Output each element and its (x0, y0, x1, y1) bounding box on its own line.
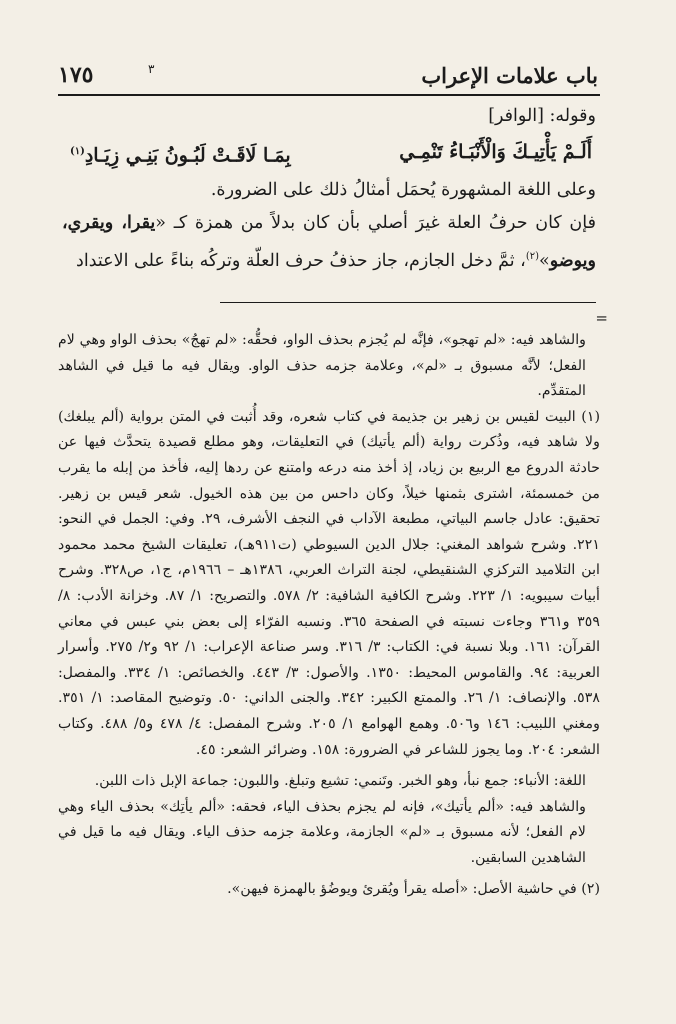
footnote-1-witness: والشاهد فيه: «ألم يأتيك»، فإنه لم يجزم بحذف الياء، فحقه: «ألم يأتِك» بحذف الياء وهي لام الفعل؛ لأنه مسبوق بـ «لم» الجازمة، وعلامة جزمه حذف الياء. ويقال فيه ما قيل في الشاهدين السابقين. (58, 798, 586, 866)
page-header (58, 58, 598, 92)
paragraph-2: فإن كان حرفُ العلة غيرَ أصلي بأن كان بدلاً من همزة كـ «يقرا، ويقري، ويوضو»$^{(٢)}$، ثمَّ دخل الجازم، جاز حذفُ حرف العلّة وتركُه بناءً على الاعتداد (62, 213, 596, 272)
footnote-ref-1[interactable]: (١) (70, 146, 85, 157)
verse-intro: وقوله: [الوافر] (488, 106, 596, 126)
verse (62, 133, 596, 174)
verse-first-hemistich: أَلَـمْ يَأْتِيـكَ وَالْأَنْبَـاءُ تَنْمِـي (399, 141, 592, 163)
footnote-separator (220, 302, 596, 303)
footnotes (58, 328, 600, 903)
footnote-continued: والشاهد فيه: «لم تهجو»، فإنَّه لم يُجزم بحذف الواو، فحقُّه: «لم تهجُ» بحذف الواو وهي لام الفعل؛ لأنَّه مسبوق بـ «لم»، وعلامة جزمه حذف الواو. ويقال فيه ما قيل في الشاهد المتقدِّم. (58, 332, 586, 400)
verse-second-hemistich: بِمَـا لَاقَـتْ لَبُـونُ بَنِـي زِيَـادِ$^{(١)}$ (70, 144, 291, 167)
header-rule (58, 94, 600, 96)
paragraph-1: وعلى اللغة المشهورة يُحمَل أمثالُ ذلك على الضرورة. (210, 180, 596, 201)
page-number: ١٧٥ (58, 62, 94, 88)
footnote-2: (٢) في حاشية الأصل: «أصله يقرأ ويُقرئ ويوضُؤ بالهمزة فيهن». (227, 881, 600, 898)
footnote-1-language: اللغة: الأنباء: جمع نبأ، وهو الخبر. وتَنمي: تشيع وتبلغ. واللبون: جماعة الإبل ذات اللبن. (94, 773, 586, 790)
continuation-mark: = (595, 309, 608, 327)
chapter-title: باب علامات الإعراب (421, 62, 598, 88)
main-text (62, 100, 596, 278)
footnote-1: (١) البيت لقيس بن زهير بن جذيمة في كتاب شعره، وقد أُثبت في المتن برواية (ألم يبلغك) ولا شاهد فيه، وذُكرت رواية (ألم يأتيك) في التعليقات، وهو مطلع قصيدة يتحدَّث فيها عن حادثة الدروع مع الربيع بن زياد، إذ أخذ منه درعه وامتنع عن ردها إليه، فأخذ من إبله ما يقرب من خمسمئة، اشترى بثمنها خيلاً، وكان داحس من بين هذه الخيول. شعر قيس بن زهير. تحقيق: عادل جاسم البياتي، مطبعة الآداب في النجف الأشرف، ٢٩. وفي: الجمل في النحو: ٢٢١. وشرح شواهد المغني: جلال الدين السيوطي (ت٩١١هـ)، تعليقات الشيخ محمد محمود ابن التلاميد التركزي الشنقيطي، لجنة التراث العربي، ١٣٨٦هـ – ١٩٦٦م، ج١، ص٣٢٨. وشرح أبيات سيبويه: ١/ ٢٢٣. وشرح الكافية الشافية: ٢/ ٥٧٨. والتصريح: ١/ ٨٧. وخزانة الأدب: ٨/ ٣٥٩ و٣٦١ وجاءت نسبته في الصفحة ٣٦٥. ونسبه الفرّاء إلى بعض بني عبس في معاني القرآن: ١٦١. وبلا نسبة في: الكتاب: ٣/ ٣١٦. وسر صناعة الإعراب: ١/ ٩٢ و٢/ ٢٧٥. وأسرار العربية: ٩٤. والقاموس المحيط: ١٣٥٠. والأصول: ٣/ ٤٤٣. والخصائص: ١/ ٣٣٤. والمفصل: ٥٣٨. والإنصاف: ١/ ٢٦. والممتع الكبير: ٣٤٢. والجنى الداني: ٥٠. وتوضيح المقاصد: ١/ ٣٥١. ومغني اللبيب: ١٤٦ و٥٠٦. وهمع الهوامع ١/ ٢٠٥. وشرح المفصل: ٤/ ٤٧٨ و٥/ ٤٨٨. وكتاب الشعر: ٢٠٤. وما يجوز للشاعر في الضرورة: ١٥٨. وضرائر الشعر: ٤٥. (58, 408, 601, 758)
header-mark: ٣ (148, 62, 155, 76)
footnote-ref-2[interactable]: (٢) (525, 251, 540, 263)
